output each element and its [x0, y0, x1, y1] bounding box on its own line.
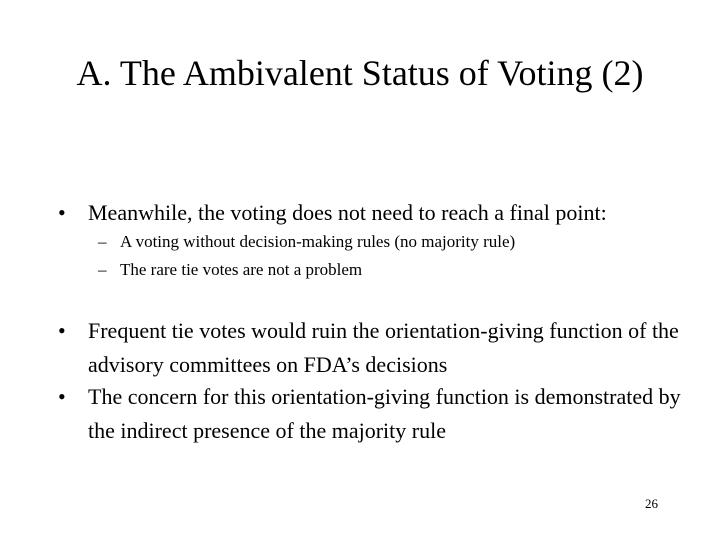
bullet-item-3	[58, 380, 688, 448]
sub-bullet-marker: –	[98, 232, 107, 251]
sub-bullet-text: A voting without decision-making rules (no majority rule)	[120, 232, 516, 251]
bullet-text: The concern for this orientation-giving function is demonstrated by the indirect presence of the majority rule	[88, 384, 681, 443]
bullet-marker: •	[58, 200, 66, 225]
sub-bullet-item-1	[98, 228, 680, 256]
slide-title: A. The Ambivalent Status of Voting (2)	[76, 53, 644, 93]
bullet-marker: •	[58, 384, 66, 409]
bullet-marker: •	[58, 318, 66, 343]
sub-bullet-marker: –	[98, 260, 107, 279]
bullet-item-1	[58, 196, 688, 230]
sub-bullet-text: The rare tie votes are not a problem	[120, 260, 363, 279]
bullet-text: Frequent tie votes would ruin the orientation-giving function of the advisory committees on FDA’s decisions	[88, 318, 679, 377]
bullet-item-2	[58, 314, 688, 382]
page-number: 26	[645, 496, 658, 511]
bullet-text: Meanwhile, the voting does not need to reach a final point:	[88, 200, 607, 225]
sub-bullet-item-2	[98, 256, 680, 284]
